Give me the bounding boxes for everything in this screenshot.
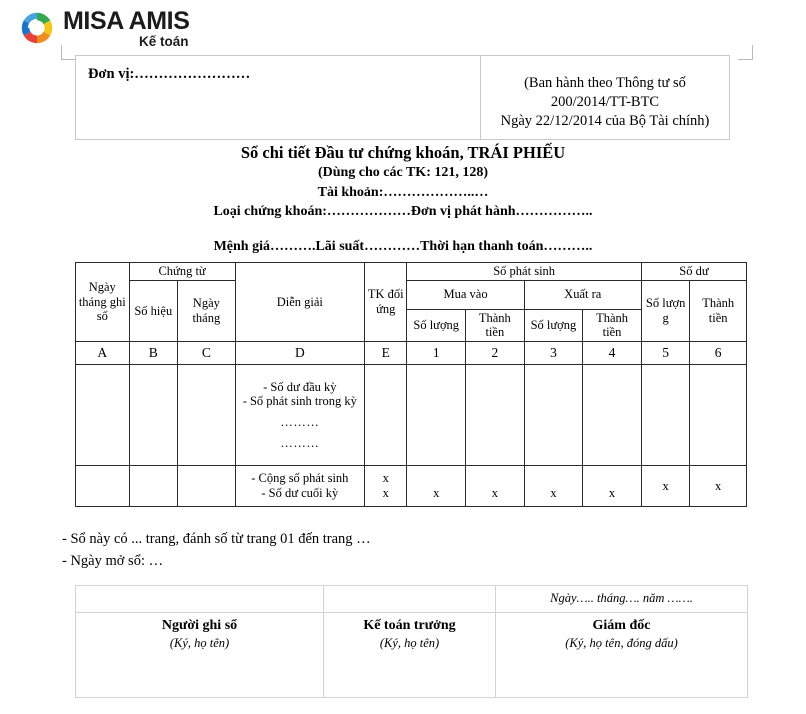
cell-counter-account[interactable]	[364, 365, 406, 466]
issue-note-line-1: (Ban hành theo Thông tư số 200/2014/TT-BTC	[524, 75, 686, 111]
margin-corner-top-right	[738, 45, 753, 60]
signature-role-recorder: Người ghi sổ	[161, 618, 238, 633]
cell-balance-amount[interactable]	[690, 466, 747, 507]
cell-description[interactable]	[235, 365, 364, 466]
x-mark-line-1: x	[715, 478, 722, 493]
cell-date-recorded[interactable]	[76, 365, 130, 466]
issue-note-line-2: Ngày 22/12/2014 của Bộ Tài chính)	[500, 113, 710, 130]
x-mark-line-2: x	[608, 486, 616, 500]
signature-cell-recorder[interactable]	[76, 613, 324, 698]
unit-label: Đơn vị:……………………	[88, 66, 251, 82]
ledger-column-letter-row	[76, 342, 747, 365]
th-qty-out: Số lượng	[524, 309, 583, 342]
col-letter-c: C	[178, 342, 236, 365]
signature-role-chief-accountant: Kế toán trưởng	[363, 618, 456, 633]
unit-header-box	[75, 55, 730, 140]
cell-description[interactable]	[235, 466, 364, 507]
x-mark-line-1: x	[662, 478, 669, 493]
desc-line-1: - Số dư đầu kỳ	[263, 379, 337, 394]
th-amount-out: Thành tiền	[583, 309, 642, 342]
footer-notes	[62, 528, 371, 573]
cell-balance-qty[interactable]	[641, 365, 690, 466]
col-letter-6: 6	[690, 342, 747, 365]
cell-date-recorded[interactable]	[76, 466, 130, 507]
cell-balance-qty[interactable]	[641, 466, 690, 507]
th-voucher-number: Số hiệu	[129, 280, 178, 341]
x-mark-line-2: x	[550, 486, 557, 500]
cell-balance-amount[interactable]	[690, 365, 747, 466]
signature-table	[75, 585, 748, 698]
x-mark-line-2: x	[491, 486, 498, 500]
cell-voucher-date[interactable]	[178, 466, 236, 507]
signature-date-row	[76, 586, 748, 613]
ledger-header-row-1	[76, 263, 747, 281]
x-mark-line-1: x	[382, 471, 389, 486]
table-row[interactable]	[76, 365, 747, 466]
th-balance-qty: Số lượn g	[641, 280, 690, 341]
signature-role-row	[76, 613, 748, 698]
col-letter-e: E	[364, 342, 406, 365]
col-letter-2: 2	[466, 342, 525, 365]
issue-note-cell	[480, 56, 729, 139]
signature-date-empty-1	[76, 586, 324, 613]
unit-cell	[76, 56, 480, 139]
misa-amis-logo-icon	[18, 9, 56, 47]
th-qty-in: Số lượng	[407, 309, 466, 342]
desc-dots-2: ………	[280, 435, 320, 450]
x-mark-line-2: x	[382, 486, 389, 500]
th-sale-group: Xuất ra	[524, 280, 641, 309]
desc-line-2: - Số phát sinh trong kỳ	[242, 394, 357, 409]
x-mark-line-2: x	[433, 486, 440, 500]
desc-dots-1: ………	[280, 415, 320, 429]
cell-qty-out[interactable]	[524, 466, 583, 507]
cell-amount-in[interactable]	[466, 365, 525, 466]
th-voucher-group: Chứng từ	[129, 263, 235, 281]
brand-header	[18, 8, 190, 50]
ledger-header-row-2	[76, 280, 747, 309]
col-letter-3: 3	[524, 342, 583, 365]
title-block	[0, 142, 806, 257]
cell-amount-in[interactable]	[466, 466, 525, 507]
th-counter-account: TK đối ứng	[364, 263, 406, 342]
signature-hint-director: (Ký, họ tên, đóng dấu)	[565, 636, 678, 651]
col-letter-a: A	[76, 342, 130, 365]
cell-voucher-number[interactable]	[129, 365, 178, 466]
th-description: Diễn giải	[235, 263, 364, 342]
signature-date-cell	[496, 586, 748, 613]
account-line: Tài khoản:………………..…	[317, 184, 489, 200]
security-type-line: Loại chứng khoán:………………Đơn vị phát hành……………..	[213, 203, 593, 219]
signature-cell-chief-accountant[interactable]	[324, 613, 496, 698]
margin-corner-top-left	[61, 45, 76, 60]
signature-hint-chief-accountant: (Ký, họ tên)	[379, 636, 440, 651]
page-title: Sổ chi tiết Đầu tư chứng khoán, TRÁI PHIẾU	[240, 143, 566, 162]
col-letter-d: D	[235, 342, 364, 365]
table-row[interactable]	[76, 466, 747, 507]
cell-amount-out[interactable]	[583, 466, 642, 507]
col-letter-4: 4	[583, 342, 642, 365]
col-letter-5: 5	[641, 342, 690, 365]
cell-voucher-date[interactable]	[178, 365, 236, 466]
cell-counter-account[interactable]	[364, 466, 406, 507]
th-date-recorded: Ngày tháng ghi sổ	[76, 263, 130, 342]
cell-voucher-number[interactable]	[129, 466, 178, 507]
th-balance-amount: Thành tiền	[690, 280, 747, 341]
face-value-line: Mệnh giá……….Lãi suất…………Thời hạn thanh toán………..	[213, 239, 593, 255]
brand-name: MISA AMIS	[63, 7, 190, 35]
signature-cell-director[interactable]	[496, 613, 748, 698]
signature-date-line: Ngày….. tháng…. năm …….	[550, 591, 693, 605]
th-balance-group: Số dư	[641, 263, 746, 281]
cell-amount-out[interactable]	[583, 365, 642, 466]
signature-role-director: Giám đốc	[592, 618, 651, 633]
brand-wordmark	[63, 8, 190, 50]
th-arising-group: Số phát sinh	[407, 263, 641, 281]
th-voucher-date: Ngày tháng	[178, 280, 236, 341]
title-subtitle: (Dùng cho các TK: 121, 128)	[317, 165, 489, 181]
cell-qty-in[interactable]	[407, 466, 466, 507]
cell-qty-out[interactable]	[524, 365, 583, 466]
cell-qty-in[interactable]	[407, 365, 466, 466]
th-purchase-group: Mua vào	[407, 280, 524, 309]
signature-date-empty-2	[324, 586, 496, 613]
col-letter-b: B	[129, 342, 178, 365]
desc-line-2: - Số dư cuối kỳ	[261, 486, 339, 500]
th-amount-in: Thành tiền	[466, 309, 525, 342]
signature-hint-recorder: (Ký, họ tên)	[169, 636, 230, 651]
ledger-table	[75, 262, 747, 507]
note-line-2: - Ngày mở sổ: …	[62, 553, 164, 570]
brand-subtitle: Kế toán	[138, 34, 189, 50]
col-letter-1: 1	[407, 342, 466, 365]
note-line-1: - Sổ này có ... trang, đánh số từ trang 01 đến trang …	[62, 531, 371, 547]
desc-line-1: - Cộng số phát sinh	[251, 471, 349, 486]
